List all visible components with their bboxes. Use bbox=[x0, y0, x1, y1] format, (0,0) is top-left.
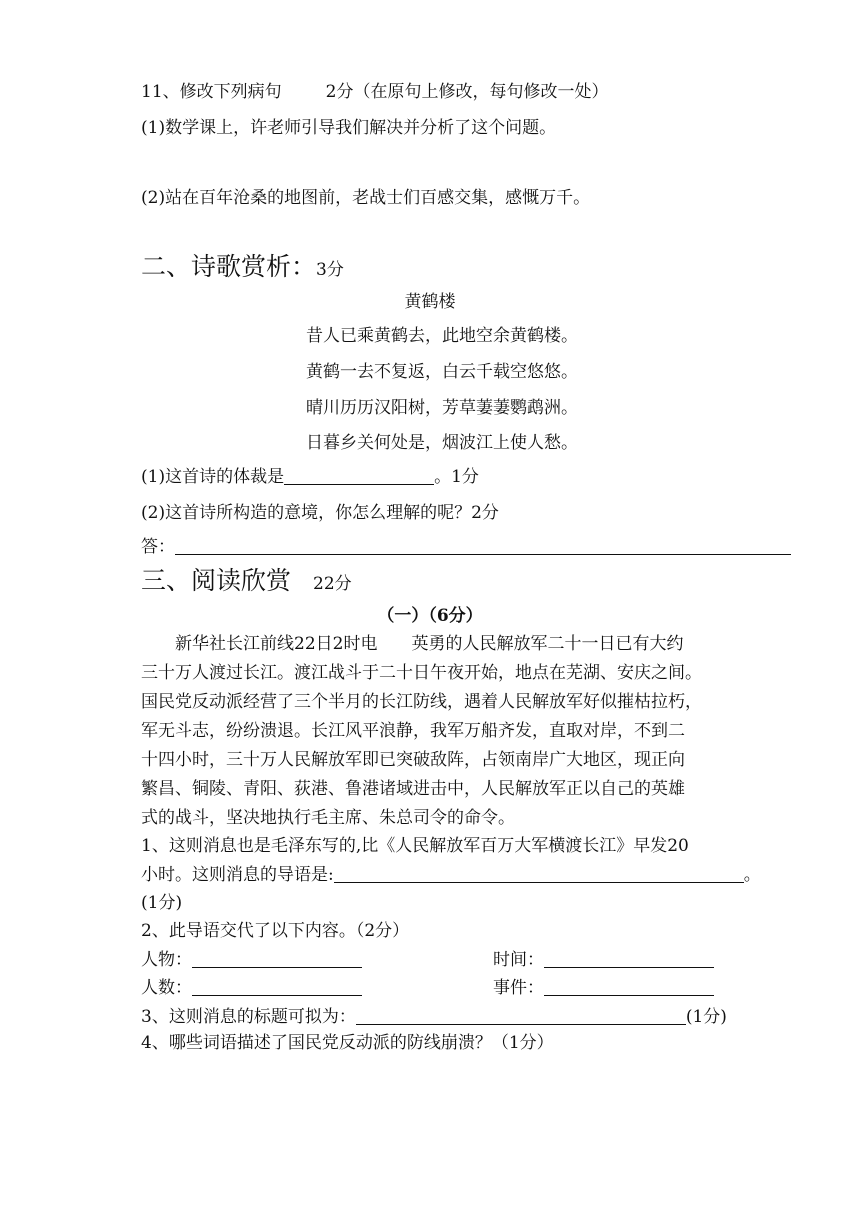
reading-q1-points: (1分) bbox=[141, 893, 183, 913]
count-blank[interactable] bbox=[192, 977, 362, 996]
q11-title: 11、修改下列病句 bbox=[141, 82, 282, 102]
section3-points: 22分 bbox=[313, 574, 352, 594]
genre-answer-blank[interactable] bbox=[284, 466, 434, 485]
poem-line-4: 日暮乡关何处是，烟波江上使人愁。 bbox=[306, 433, 578, 453]
time-blank[interactable] bbox=[544, 949, 714, 968]
reading-q1-suffix: 。 bbox=[743, 865, 761, 885]
section2-title: 二、诗歌赏析： bbox=[141, 252, 317, 281]
reading-q3-prefix: 3、这则消息的标题可拟为： bbox=[141, 1007, 356, 1027]
reading-q3 bbox=[141, 1005, 727, 1029]
news-passage bbox=[141, 630, 791, 833]
passage-line: 国民党反动派经营了三个半月的长江防线，遇着人民解放军好似摧枯拉朽， bbox=[141, 692, 702, 712]
poem-line-2: 黄鹤一去不复返，白云千载空悠悠。 bbox=[306, 362, 578, 382]
field-count-label: 人数： bbox=[141, 978, 192, 998]
section2-points: 3分 bbox=[316, 260, 344, 280]
section3-heading bbox=[141, 565, 352, 600]
passage-line: 军无斗志，纷纷溃退。长江风平浪静，我军万船齐发，直取对岸，不到二 bbox=[141, 721, 685, 741]
reading-q2: 2、此导语交代了以下内容。（2分） bbox=[141, 921, 410, 941]
poem-line-3: 晴川历历汉阳树，芳草萋萋鹦鹉洲。 bbox=[306, 398, 578, 418]
reading-q1-line1: 1、这则消息也是毛泽东写的,比《人民解放军百万大军横渡长江》早发20 bbox=[141, 836, 689, 856]
reading-q1-line2 bbox=[141, 863, 761, 887]
poem-answer-blank[interactable] bbox=[175, 536, 791, 555]
answer-label: 答： bbox=[141, 537, 175, 557]
lead-answer-blank[interactable] bbox=[334, 864, 744, 883]
field-count bbox=[141, 976, 362, 1000]
field-time bbox=[493, 948, 714, 972]
passage-line: 十四小时，三十万人民解放军即已突破敌阵，占领南岸广大地区，现正向 bbox=[141, 750, 685, 770]
q11-sentence-1: (1)数学课上，许老师引导我们解决并分析了这个问题。 bbox=[141, 118, 557, 138]
event-blank[interactable] bbox=[544, 977, 714, 996]
person-blank[interactable] bbox=[192, 949, 362, 968]
q11-header bbox=[141, 80, 608, 104]
field-event bbox=[493, 976, 714, 1000]
passage-line: 繁昌、铜陵、青阳、荻港、鲁港诸域进击中，人民解放军正以自己的英雄 bbox=[141, 779, 685, 799]
field-person-label: 人物： bbox=[141, 950, 192, 970]
reading-q3-suffix: (1分) bbox=[685, 1007, 727, 1027]
field-event-label: 事件： bbox=[493, 978, 544, 998]
reading-q4: 4、哪些词语描述了国民党反动派的防线崩溃？（1分） bbox=[141, 1033, 554, 1053]
passage-line: 新华社长江前线22日2时电 英勇的人民解放军二十一日已有大约 bbox=[175, 634, 684, 654]
q11-points: 2分（在原句上修改，每句修改一处） bbox=[325, 82, 609, 102]
q11-sentence-2: (2)站在百年沧桑的地图前，老战士们百感交集，感慨万千。 bbox=[141, 188, 591, 208]
poem-line-1: 昔人已乘黄鹤去，此地空余黄鹤楼。 bbox=[306, 326, 578, 346]
poem-q1-suffix: 。1分 bbox=[434, 467, 479, 487]
poem-answer-row bbox=[141, 535, 791, 559]
field-time-label: 时间： bbox=[493, 950, 544, 970]
field-person bbox=[141, 948, 362, 972]
part1-title: （一）（6分） bbox=[377, 606, 483, 626]
poem-question-2: (2)这首诗所构造的意境，你怎么理解的呢？2分 bbox=[141, 503, 499, 523]
headline-answer-blank[interactable] bbox=[356, 1006, 686, 1025]
passage-line: 三十万人渡过长江。渡江战斗于二十日午夜开始，地点在芜湖、安庆之间。 bbox=[141, 663, 702, 683]
section3-title: 三、阅读欣赏 bbox=[141, 566, 292, 595]
poem-title: 黄鹤楼 bbox=[404, 292, 456, 312]
poem-question-1 bbox=[141, 465, 479, 489]
reading-q1-prefix: 小时。这则消息的导语是: bbox=[141, 865, 334, 885]
passage-line: 式的战斗，坚决地执行毛主席、朱总司令的命令。 bbox=[141, 808, 515, 828]
section2-heading bbox=[141, 251, 344, 286]
poem-q1-prefix: (1)这首诗的体裁是 bbox=[141, 467, 285, 487]
